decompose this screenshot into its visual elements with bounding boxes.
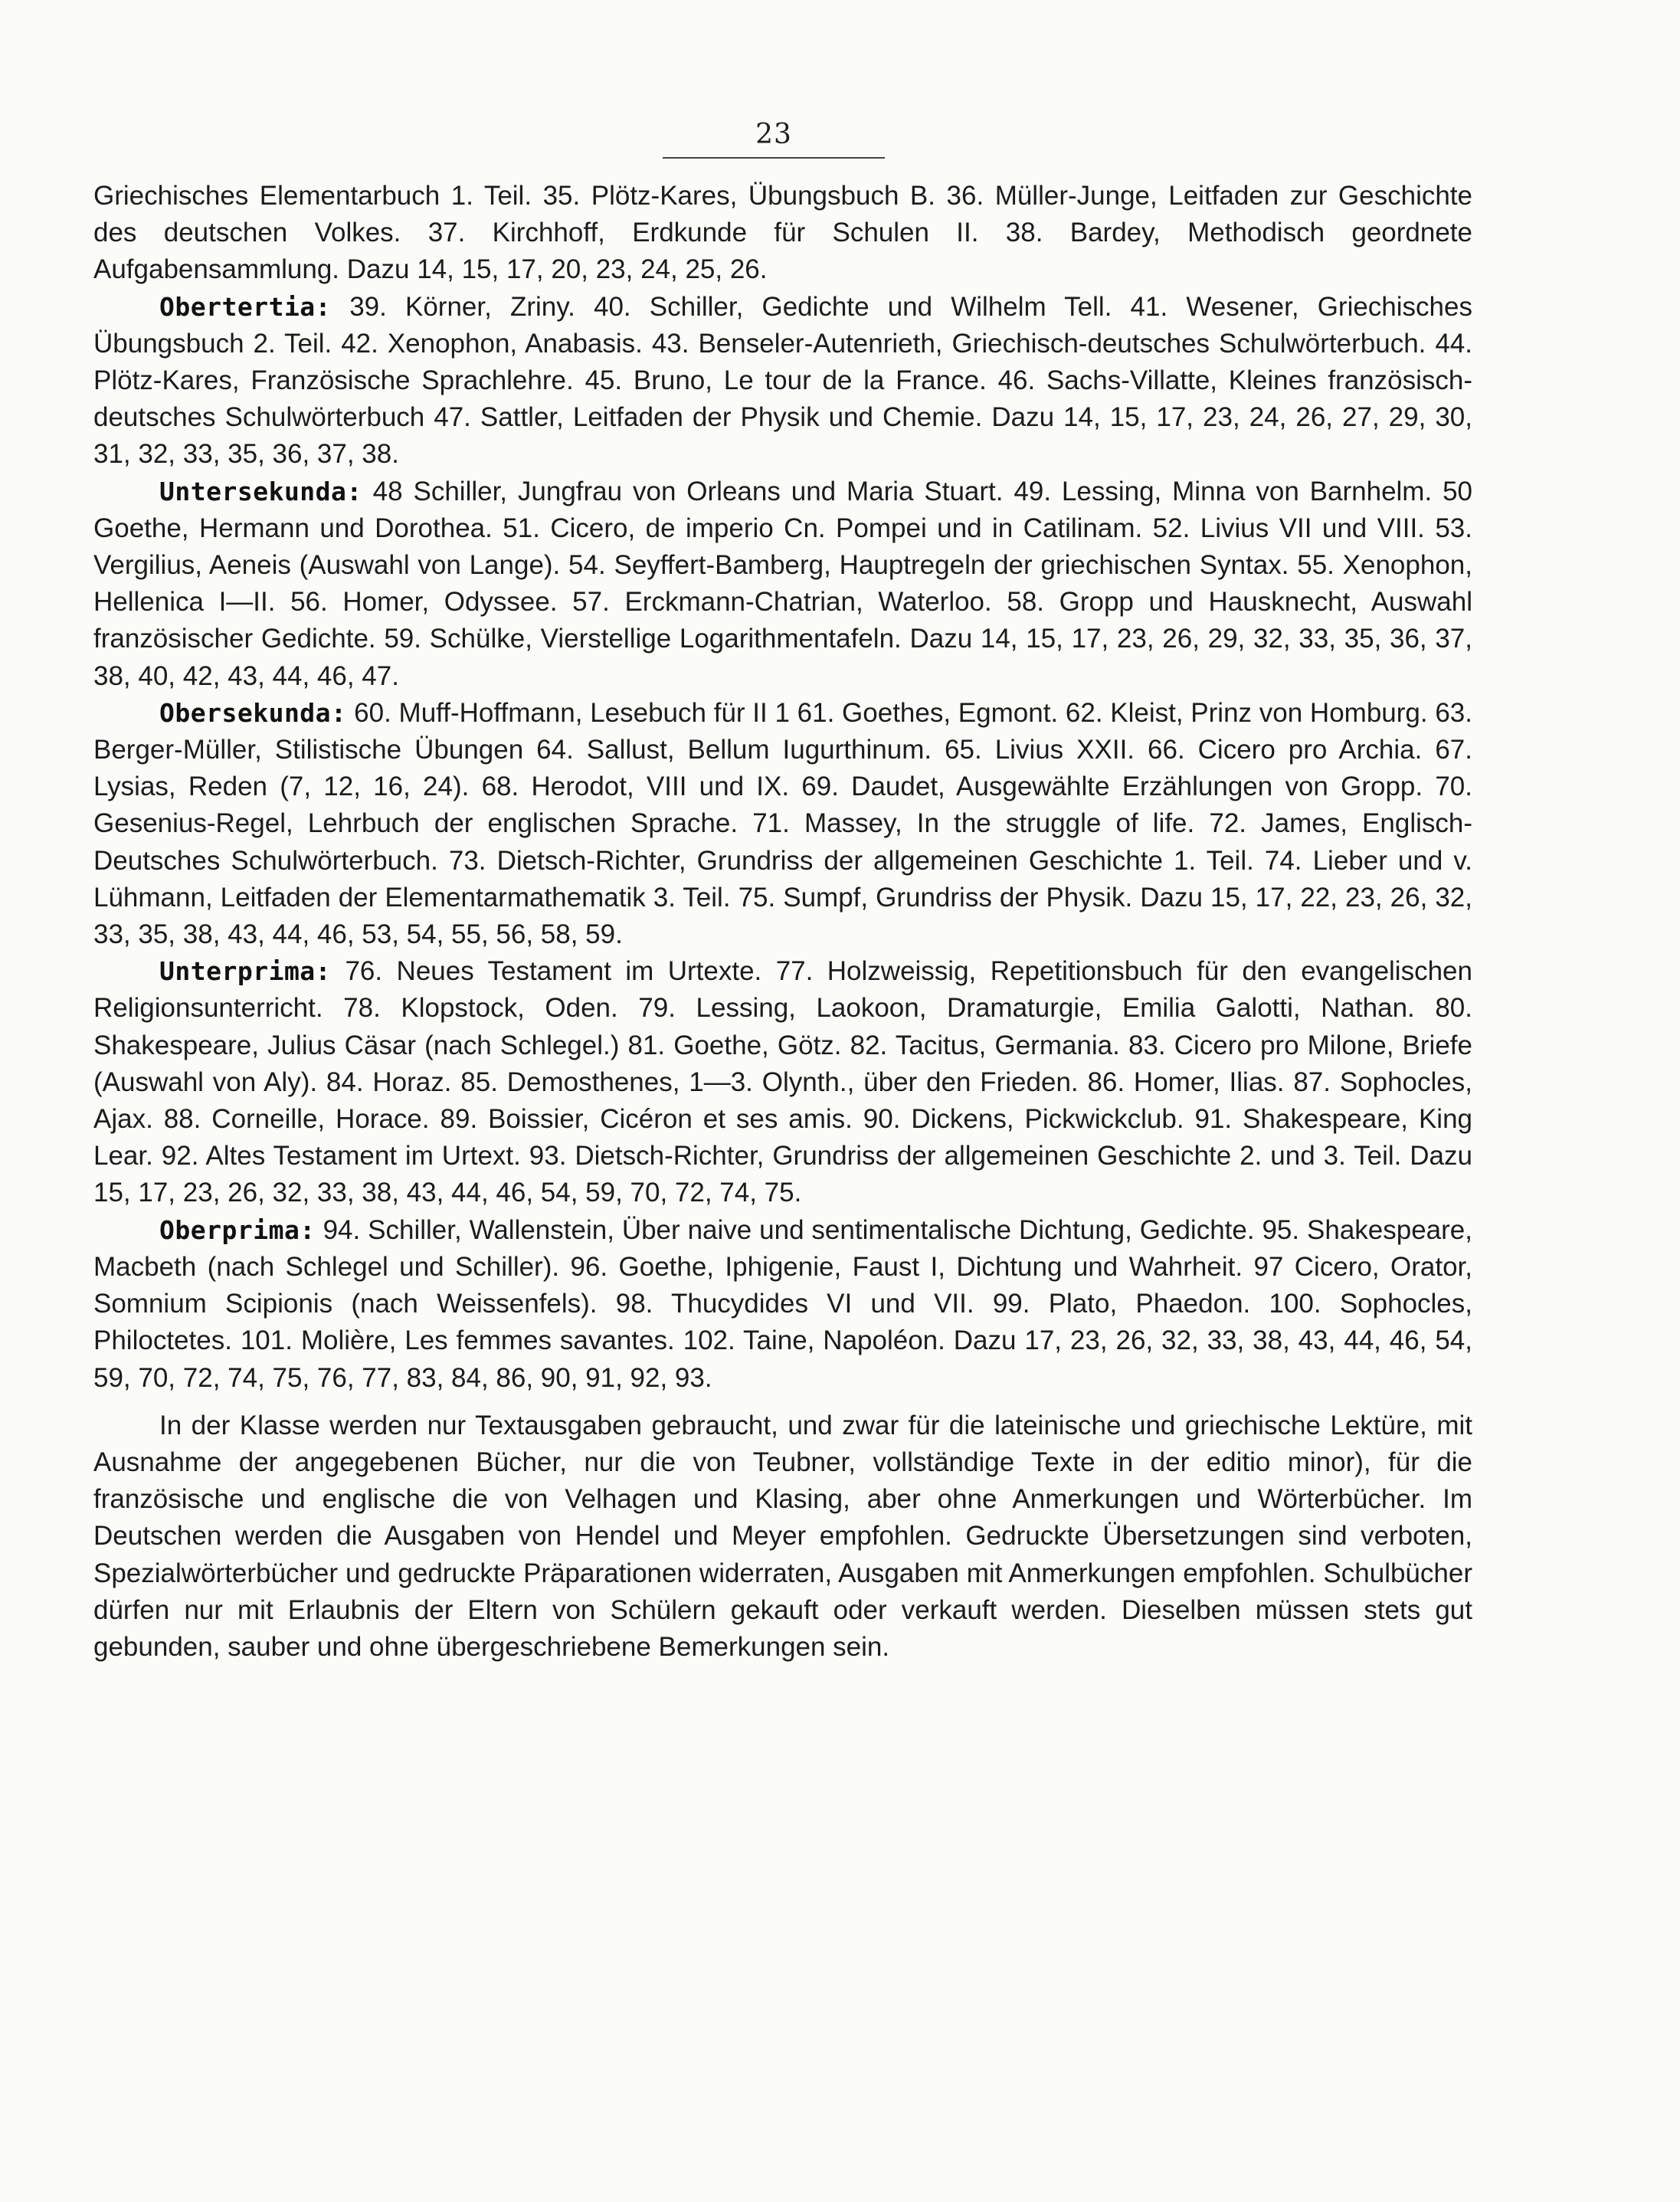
class-label-untersekunda: Untersekunda: [159, 476, 362, 506]
class-label-obersekunda: Obersekunda: [159, 697, 347, 728]
class-label-oberprima: Oberprima: [159, 1214, 316, 1245]
section-text: 39. Körner, Zriny. 40. Schiller, Gedichte und Wilhelm Tell. 41. Wesener, Griechisches Übungsbuch 2. Teil. 42. Xenophon, Anabasis. 43. Benseler-Autenrieth, Griechisch-deutsches Schulwörterbuch. 44. Plötz-Kares, Französische Sprachlehre. 45. Bruno, Le tour de la France. 46. Sachs-Villatte, Kleines französisch-deutsches Schulwörterbuch 47. Sattler, Leitfaden der Physik und Chemie. Dazu 14, 15, 17, 23, 24, 26, 27, 29, 30, 31, 32, 33, 35, 36, 37, 38. [93, 291, 1472, 470]
section-obertertia [93, 289, 1472, 473]
section-unterprima [93, 953, 1472, 1211]
section-obersekunda [93, 695, 1472, 953]
page-number-rule [663, 157, 885, 159]
book-list-body [93, 178, 1472, 1666]
section-oberprima [93, 1212, 1472, 1397]
section-text: 48 Schiller, Jungfrau von Orleans und Maria Stuart. 49. Lessing, Minna von Barnhelm. 50 Goethe, Hermann und Dorothea. 51. Cicero, de imperio Cn. Pompei und in Catilinam. 52. Livius VII und VIII. 53. Vergilius, Aeneis (Auswahl von Lange). 54. Seyffert-Bamberg, Hauptregeln der griechischen Syntax. 55. Xenophon, Hellenica I—II. 56. Homer, Odyssee. 57. Erckmann-Chatrian, Waterloo. 58. Gropp und Hausknecht, Auswahl französischer Gedichte. 59. Schülke, Vierstellige Logarithmentafeln. Dazu 14, 15, 17, 23, 26, 29, 32, 33, 35, 36, 37, 38, 40, 42, 43, 44, 46, 47. [93, 476, 1472, 691]
section-text: 60. Muff-Hoffmann, Lesebuch für II 1 61. Goethes, Egmont. 62. Kleist, Prinz von Homburg. 63. Berger-Müller, Stilistische Übungen 64. Sallust, Bellum Iugurthinum. 65. Livius XXII. 66. Cicero pro Archia. 67. Lysias, Reden (7, 12, 16, 24). 68. Herodot, VIII und IX. 69. Daudet, Ausgewählte Erzählungen von Gropp. 70. Gesenius-Regel, Lehrbuch der englischen Sprache. 71. Massey, In the struggle of life. 72. James, Englisch-Deutsches Schulwörterbuch. 73. Dietsch-Richter, Grundriss der allgemeinen Geschichte 1. Teil. 74. Lieber und v. Lühmann, Leitfaden der Elementarmathematik 3. Teil. 75. Sumpf, Grundriss der Physik. Dazu 15, 17, 22, 23, 26, 32, 33, 35, 38, 43, 44, 46, 53, 54, 55, 56, 58, 59. [93, 697, 1472, 950]
section-text: Griechisches Elementarbuch 1. Teil. 35. Plötz-Kares, Übungsbuch B. 36. Müller-Junge, Leitfaden zur Geschichte des deutschen Volkes. 37. Kirchhoff, Erdkunde für Schulen II. 38. Bardey, Methodisch geordnete Aufgabensammlung. Dazu 14, 15, 17, 20, 23, 24, 25, 26. [93, 181, 1472, 285]
section-untersekunda [93, 473, 1472, 695]
section-text: 76. Neues Testament im Urtexte. 77. Holzweissig, Repetitionsbuch für den evangelischen Religionsunterricht. 78. Klopstock, Oden. 79. Lessing, Laokoon, Dramaturgie, Emilia Galotti, Nathan. 80. Shakespeare, Julius Cäsar (nach Schlegel.) 81. Goethe, Götz. 82. Tacitus, Germania. 83. Cicero pro Milone, Briefe (Auswahl von Aly). 84. Horaz. 85. Demosthenes, 1—3. Olynth., über den Frieden. 86. Homer, Ilias. 87. Sophocles, Ajax. 88. Corneille, Horace. 89. Boissier, Cicéron et ses amis. 90. Dickens, Pickwickclub. 91. Shakespeare, King Lear. 92. Altes Testament im Urtext. 93. Dietsch-Richter, Grundriss der allgemeinen Geschichte 2. und 3. Teil. Dazu 15, 17, 23, 26, 32, 33, 38, 43, 44, 46, 54, 59, 70, 72, 74, 75. [93, 956, 1472, 1208]
class-label-unterprima: Unterprima: [159, 956, 332, 987]
section-text: 94. Schiller, Wallenstein, Über naive und sentimentalische Dichtung, Gedichte. 95. Shakespeare, Macbeth (nach Schlegel und Schiller). 96. Goethe, Iphigenie, Faust I, Dichtung und Wahrheit. 97 Cicero, Orator, Somnium Scipionis (nach Weissenfels). 98. Thucydides VI und VII. 99. Plato, Phaedon. 100. Sophocles, Philoctetes. 101. Molière, Les femmes savantes. 102. Taine, Napoléon. Dazu 17, 23, 26, 32, 33, 38, 43, 44, 46, 54, 59, 70, 72, 74, 75, 76, 77, 83, 84, 86, 90, 91, 92, 93. [93, 1214, 1472, 1393]
closing-paragraph: In der Klasse werden nur Textausgaben gebraucht, und zwar für die lateinische und griechische Lektüre, mit Ausnahme der angegebenen Bücher, nur die von Teubner, vollständige Texte in der editio minor), für die französische und englische die von Velhagen und Klasing, aber ohne Anmerkungen und Wörterbücher. Im Deutschen werden die Ausgaben von Hendel und Meyer empfohlen. Gedruckte Übersetzungen sind verboten, Spezialwörterbücher und gedruckte Präparationen widerraten, Ausgaben mit Anmerkungen empfohlen. Schulbücher dürfen nur mit Erlaubnis der Eltern von Schülern gekauft oder verkauft werden. Dieselben müssen stets gut gebunden, sauber und ohne übergeschriebene Bemerkungen sein. [93, 1410, 1472, 1662]
class-label-obertertia: Obertertia: [159, 291, 332, 322]
section-untertertia-continued [93, 178, 1472, 289]
page-number: 23 [755, 119, 792, 150]
